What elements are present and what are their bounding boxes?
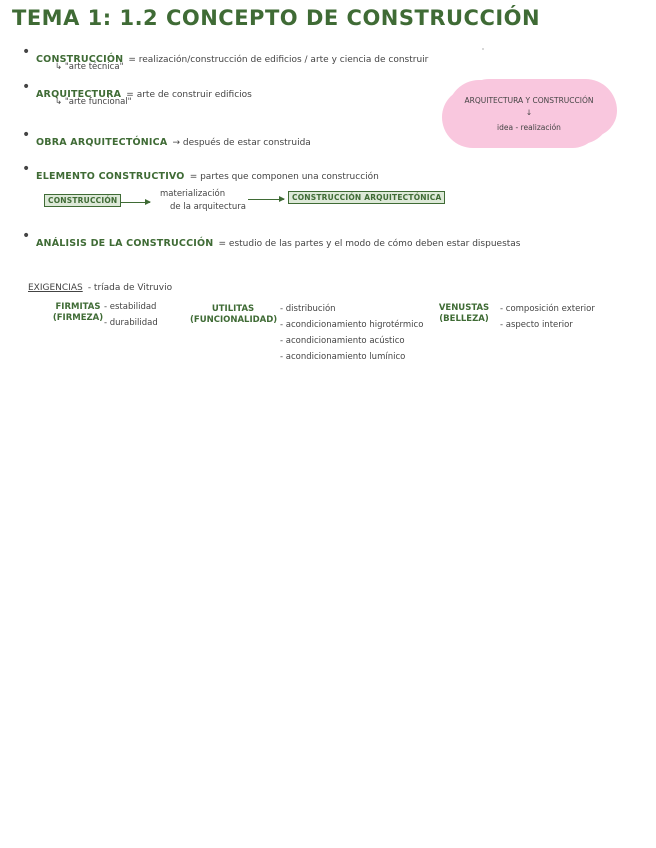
category-name: UTILITAS xyxy=(211,304,255,314)
category-alt: (BELLEZA) xyxy=(439,314,489,324)
page-title: TEMA 1: 1.2 CONCEPTO DE CONSTRUCCIÓN xyxy=(12,6,541,30)
term-obra: OBRA ARQUITECTÓNICA xyxy=(36,137,168,148)
bullet-dot: • xyxy=(22,228,31,244)
flow-middle-line-1: materialización xyxy=(160,189,226,199)
definition-subnote: ↳ "arte técnica" xyxy=(55,62,124,72)
definition-analisis xyxy=(36,231,521,250)
bullet-dot: • xyxy=(22,79,31,95)
firmitas-item: - estabilidad xyxy=(104,302,157,312)
category-name: FIRMITAS xyxy=(55,302,101,312)
term-arquitectura: ARQUITECTURA xyxy=(36,89,122,100)
exigencias-label: EXIGENCIAS xyxy=(28,283,83,293)
arrow-icon xyxy=(248,199,284,200)
definition-subnote: ↳ "arte funcional" xyxy=(55,97,132,107)
category-name: VENUSTAS xyxy=(438,303,490,313)
venustas-item: - composición exterior xyxy=(500,304,595,314)
category-alt: (FIRMEZA) xyxy=(52,313,104,323)
flow-box-construccion: CONSTRUCCIÓN xyxy=(44,194,121,207)
cloud-arrow: ↓ xyxy=(525,108,533,117)
bullet-dot: • xyxy=(22,127,31,143)
bullet-dot: • xyxy=(22,161,31,177)
firmitas-item: - durabilidad xyxy=(104,318,158,328)
category-utilitas xyxy=(190,304,276,326)
category-alt: (FUNCIONALIDAD) xyxy=(190,315,278,325)
arrow-icon xyxy=(120,202,150,203)
utilitas-item: - acondicionamiento acústico xyxy=(280,336,405,346)
definition-elemento xyxy=(36,164,379,183)
exigencias-heading xyxy=(28,275,172,294)
term-analisis: ANÁLISIS DE LA CONSTRUCCIÓN xyxy=(36,238,214,249)
definition-text: = arte de construir edificios xyxy=(126,90,252,100)
definition-text: = estudio de las partes y el modo de cómo deben estar dispuestas xyxy=(218,239,521,249)
cloud-line-1: ARQUITECTURA Y CONSTRUCCIÓN xyxy=(464,96,594,105)
term-elemento: ELEMENTO CONSTRUCTIVO xyxy=(36,171,185,182)
definition-text: = realización/construcción de edificios / arte y ciencia de construir xyxy=(128,55,429,65)
stray-dot xyxy=(482,48,484,50)
utilitas-item: - acondicionamiento higrotérmico xyxy=(280,320,424,330)
flow-middle-line-2: de la arquitectura xyxy=(170,202,246,212)
bullet-dot: • xyxy=(22,44,31,60)
cloud-line-3: idea - realización xyxy=(497,123,561,132)
definition-obra xyxy=(36,130,311,149)
venustas-item: - aspecto interior xyxy=(500,320,573,330)
exigencias-suffix: - tríada de Vitruvio xyxy=(87,283,173,293)
category-venustas xyxy=(436,303,492,325)
flow-box-arquitectonica: CONSTRUCCIÓN ARQUITECTÓNICA xyxy=(288,191,445,204)
utilitas-item: - acondicionamiento lumínico xyxy=(280,352,406,362)
category-firmitas xyxy=(52,302,104,324)
definition-text: = partes que componen una construcción xyxy=(189,172,379,182)
term-construccion: CONSTRUCCIÓN xyxy=(36,54,124,65)
definition-text: → después de estar construida xyxy=(172,138,311,148)
utilitas-item: - distribución xyxy=(280,304,336,314)
